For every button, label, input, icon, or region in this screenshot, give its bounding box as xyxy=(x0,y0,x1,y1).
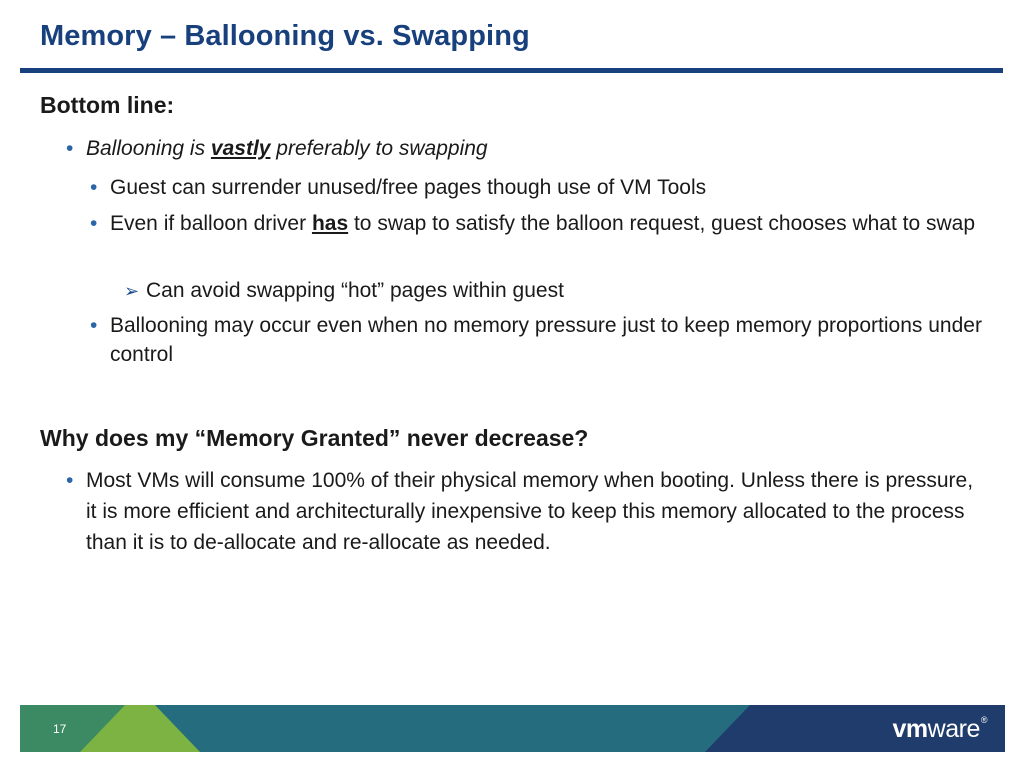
bullet-dot-icon: • xyxy=(90,176,98,199)
bullet-dot-icon: • xyxy=(66,137,74,160)
bullet-text-prefix: Ballooning is xyxy=(86,137,211,160)
sub-bullet-no-pressure xyxy=(90,311,990,369)
bullet-text-emphasis: vastly xyxy=(210,137,271,160)
sub-sub-bullet-text: Can avoid swapping “hot” pages within guest xyxy=(146,279,564,302)
sub-bullet-text: Guest can surrender unused/free pages though use of VM Tools xyxy=(110,176,707,199)
bullet-text: Most VMs will consume 100% of their physical memory when booting. Unless there is pressure, it is more efficient and architecturally inexpensive to keep this memory allocated to the process than it is to de-allocate and re-allocate as needed. xyxy=(86,469,974,554)
sub-bullet-surrender-pages xyxy=(90,172,990,203)
bullet-vms-consume-memory xyxy=(66,465,981,558)
arrow-bullet-icon: ➢ xyxy=(124,281,140,301)
bullet-text-suffix: preferably to swapping xyxy=(270,137,488,160)
title-divider xyxy=(20,68,1003,73)
bullet-dot-icon: • xyxy=(66,469,74,492)
bullet-ballooning-preferable xyxy=(66,133,986,164)
footer-band xyxy=(20,705,1005,752)
slide-title: Memory – Ballooning vs. Swapping xyxy=(40,20,530,52)
sub-bullet-text-emphasis: has xyxy=(311,212,349,235)
bullet-dot-icon: • xyxy=(90,212,98,235)
sub-bullet-balloon-driver xyxy=(90,209,990,238)
sub-sub-bullet-hot-pages xyxy=(124,275,986,306)
page-number: 17 xyxy=(53,722,67,736)
vmware-logo: vmware® xyxy=(892,715,987,743)
section-heading-memory-granted: Why does my “Memory Granted” never decrease? xyxy=(40,425,589,451)
sub-bullet-text-prefix: Even if balloon driver xyxy=(110,212,312,235)
footer-graphic xyxy=(20,705,1005,752)
section-heading-bottom-line: Bottom line: xyxy=(40,92,175,118)
sub-bullet-text: Ballooning may occur even when no memory pressure just to keep memory proportions under control xyxy=(110,314,982,366)
sub-bullet-text-suffix: to swap to satisfy the balloon request, guest chooses what to swap xyxy=(348,212,976,235)
bullet-dot-icon: • xyxy=(90,314,98,337)
